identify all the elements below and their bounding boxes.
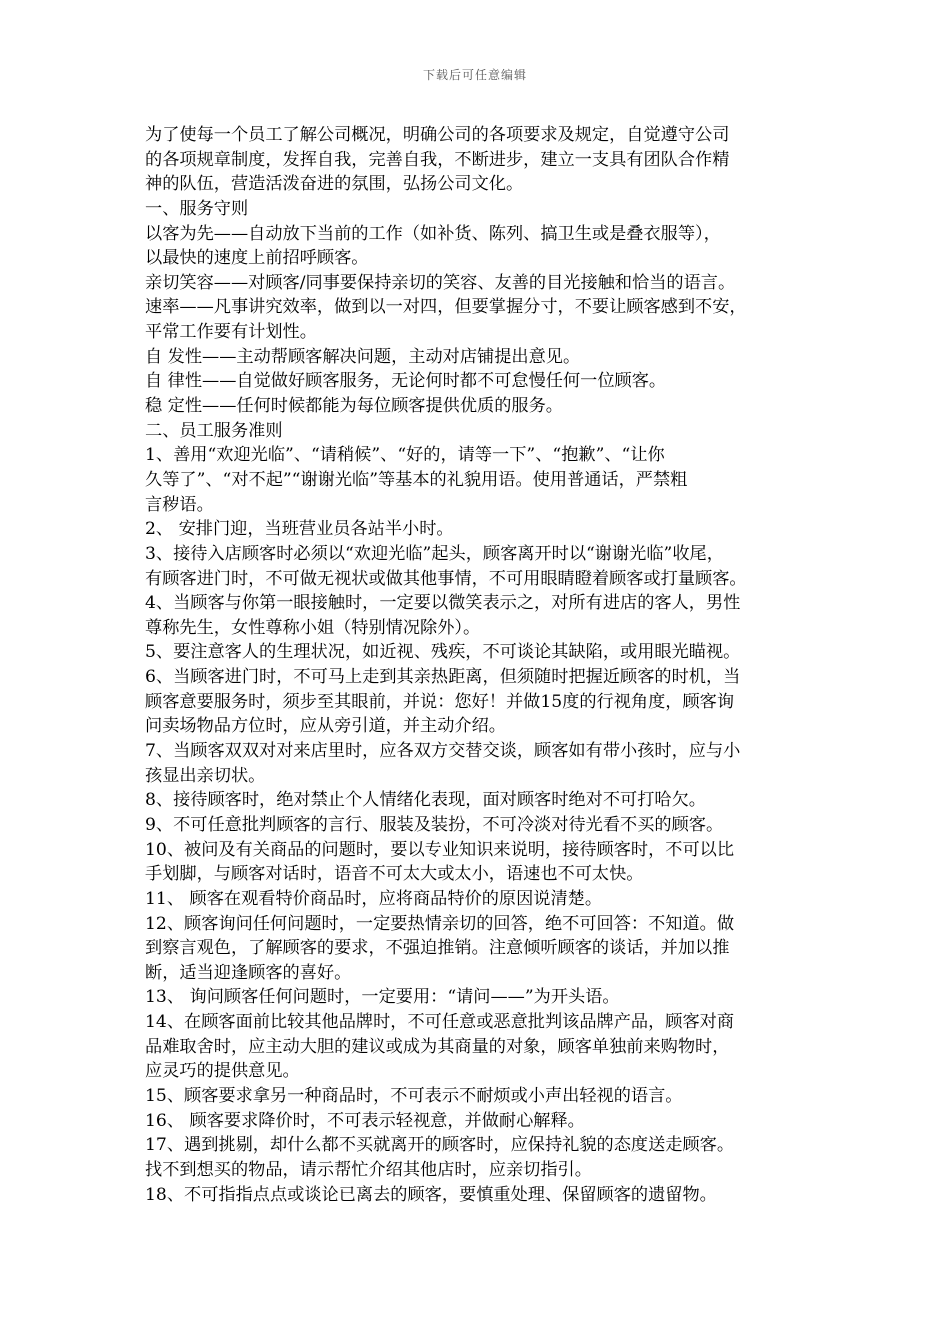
text-line: 14、在顾客面前比较其他品牌时，不可任意或恶意批判该品牌产品，顾客对商 — [145, 1012, 735, 1033]
text-line: 为了使每一个员工了解公司概况，明确公司的各项要求及规定，自觉遵守公司 — [145, 125, 730, 145]
page-header-note: 下载后可任意编辑 — [422, 68, 527, 82]
text-line: 应灵巧的提供意见。 — [145, 1061, 300, 1082]
text-line: 1、善用“欢迎光临”、“请稍候”、“好的，请等一下”、“抱歉”、“让你 — [145, 445, 665, 466]
text-line: 10、被问及有关商品的问题时，要以专业知识来说明，接待顾客时，不可以比 — [145, 839, 735, 860]
text-line: 11、 顾客在观看特价商品时，应将商品特价的原因说清楚。 — [145, 888, 603, 909]
text-line: 手划脚，与顾客对话时，语音不可太大或太小，语速也不可太快。 — [145, 864, 644, 885]
text-line: 的各项规章制度，发挥自我，完善自我，不断进步，建立一支具有团队合作精 — [145, 149, 730, 170]
text-line: 速率——凡事讲究效率，做到以一对四，但要掌握分寸，不要让顾客感到不安， — [145, 297, 747, 318]
text-line: 15、顾客要求拿另一种商品时，不可表示不耐烦或小声出轻视的语言。 — [145, 1085, 683, 1106]
text-line: 品难取舍时，应主动大胆的建议或成为其商量的对象，顾客单独前来购物时， — [145, 1036, 730, 1057]
text-line: 以最快的速度上前招呼顾客。 — [145, 248, 369, 269]
text-line: 3、接待入店顾客时必须以“欢迎光临”起头，顾客离开时以“谢谢光临”收尾， — [145, 543, 724, 564]
text-line: 8、接待顾客时，绝对禁止个人情绪化表现，面对顾客时绝对不可打哈欠。 — [145, 790, 706, 811]
text-line: 稳 定性——任何时候都能为每位顾客提供优质的服务。 — [145, 396, 563, 417]
text-line: 9、不可任意批判顾客的言行、服装及装扮，不可冷淡对待光看不买的顾客。 — [145, 814, 724, 835]
text-line: 言秽语。 — [145, 494, 214, 515]
text-line: 顾客意要服务时，须步至其眼前，并说：您好！并做15度的行视角度，顾客询 — [145, 691, 735, 712]
text-line: 5、要注意客人的生理状况，如近视、残疾，不可谈论其缺陷，或用眼光瞄视。 — [145, 642, 741, 663]
text-line: 尊称先生，女性尊称小姐（特别情况除外）。 — [145, 617, 481, 638]
text-line: 孩显出亲切状。 — [145, 765, 266, 786]
text-line: 久等了”、“对不起”“谢谢光临”等基本的礼貌用语。使用普通话，严禁粗 — [145, 469, 688, 490]
text-line: 问卖场物品方位时，应从旁引道，并主动介绍。 — [145, 716, 506, 737]
document-body — [145, 123, 817, 1207]
text-line: 2、 安排门迎，当班营业员各站半小时。 — [145, 519, 454, 540]
text-line: 有顾客进门时，不可做无视状或做其他事情，不可用眼睛瞪着顾客或打量顾客。 — [145, 568, 747, 589]
text-line: 18、不可指指点点或谈论已离去的顾客，要慎重处理、保留顾客的遗留物。 — [145, 1184, 717, 1205]
text-line: 以客为先——自动放下当前的工作（如补货、陈列、搞卫生或是叠衣服等）， — [145, 223, 721, 244]
text-line: 平常工作要有计划性。 — [145, 322, 317, 343]
text-line: 亲切笑容——对顾客/同事要保持亲切的笑容、友善的目光接触和恰当的语言。 — [145, 272, 736, 293]
text-line: 6、当顾客进门时，不可马上走到其亲热距离，但须随时把握近顾客的时机，当 — [145, 667, 741, 688]
text-line: 17、遇到挑剔，却什么都不买就离开的顾客时，应保持礼貌的态度送走顾客。 — [145, 1135, 735, 1156]
text-line: 找不到想买的物品，请示帮忙介绍其他店时，应亲切指引。 — [145, 1159, 592, 1180]
text-line: 13、 询问顾客任何问题时，一定要用：“请问——”为开头语。 — [145, 987, 620, 1008]
text-line: 断，适当迎逢顾客的喜好。 — [145, 962, 352, 983]
text-line: 神的队伍，营造活泼奋进的氛围，弘扬公司文化。 — [145, 174, 524, 195]
text-line: 二、员工服务准则 — [145, 420, 283, 441]
text-line: 16、 顾客要求降价时，不可表示轻视意，并做耐心解释。 — [145, 1110, 585, 1131]
text-line: 到察言观色，了解顾客的要求，不强迫推销。注意倾听顾客的谈话，并加以推 — [145, 938, 730, 959]
text-line: 自 发性——主动帮顾客解决问题，主动对店铺提出意见。 — [145, 346, 581, 367]
text-line: 一、服务守则 — [145, 198, 249, 219]
text-line: 自 律性——自觉做好顾客服务，无论何时都不可怠慢任何一位顾客。 — [145, 371, 667, 392]
text-line: 12、顾客询问任何问题时，一定要热情亲切的回答，绝不可回答：不知道。做 — [145, 913, 735, 934]
text-line: 7、当顾客双双对对来店里时，应各双方交替交谈，顾客如有带小孩时，应与小 — [145, 741, 741, 762]
text-line: 4、当顾客与你第一眼接触时，一定要以微笑表示之，对所有进店的客人，男性 — [145, 593, 741, 614]
